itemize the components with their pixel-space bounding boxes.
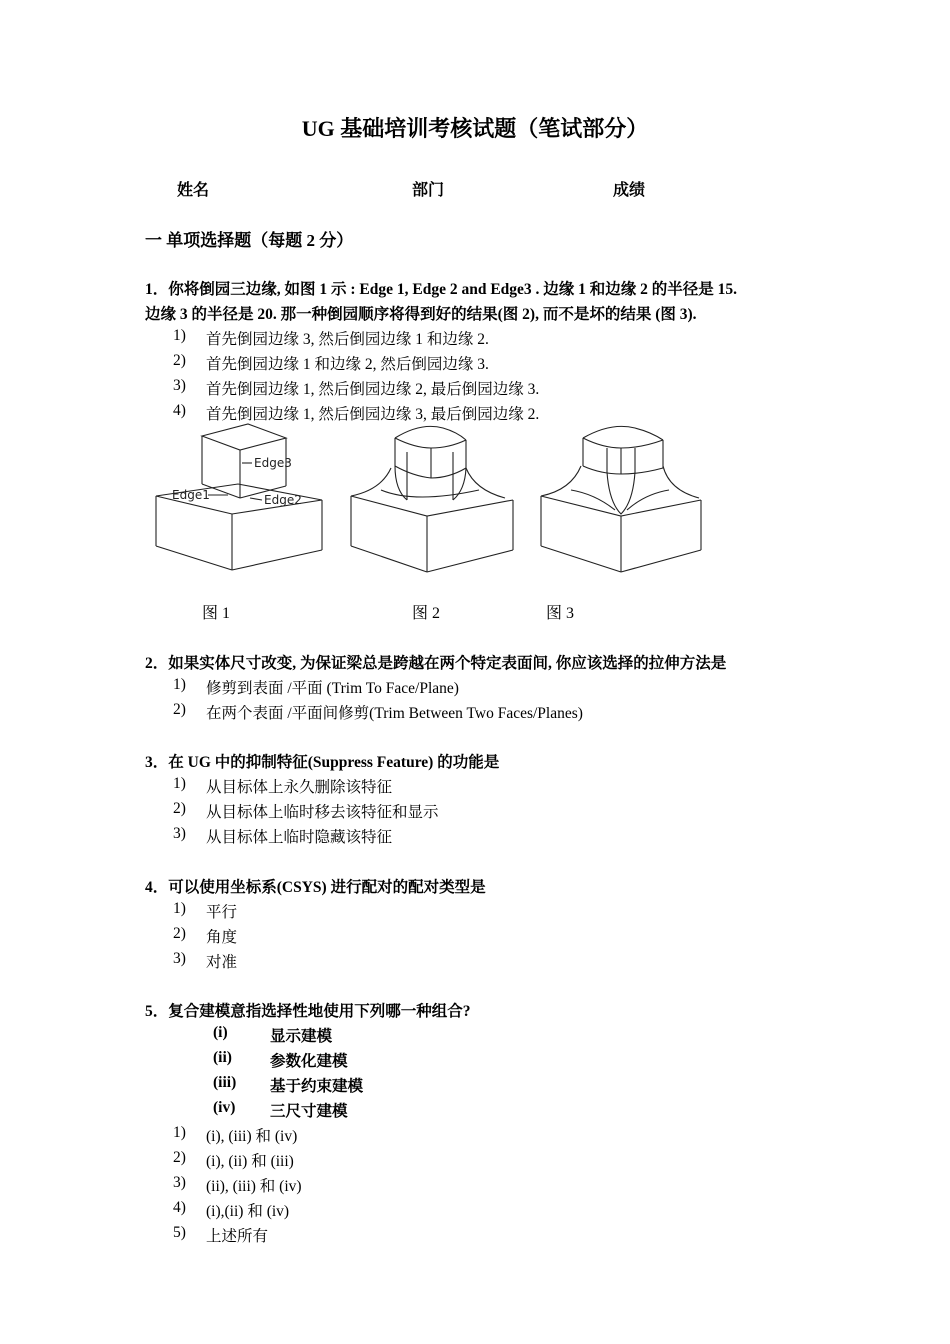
name-label: 姓名 — [177, 182, 210, 199]
edge2-label: Edge2 — [264, 493, 302, 507]
question-5-title: 5．复合建模意指选择性地使用下列哪一种组合? — [145, 1003, 471, 1020]
question-4-title: 4．可以使用坐标系(CSYS) 进行配对的配对类型是 — [145, 879, 486, 896]
figure-2-drawing — [345, 418, 520, 578]
figure-1-caption: 图 1 — [202, 605, 231, 622]
edge3-label: Edge3 — [254, 456, 292, 470]
question-1-line-1: 1．你将倒园三边缘, 如图 1 示 : Edge 1, Edge 2 and Edge3 . 边缘 1 和边缘 2 的半径是 15. — [145, 281, 738, 298]
figure-3-drawing — [535, 418, 710, 578]
score-label: 成绩 — [613, 182, 646, 199]
department-label: 部门 — [412, 182, 445, 199]
edge1-label: Edge1 — [172, 488, 210, 502]
section-title: 一 单项选择题（每题 2 分） — [145, 231, 354, 250]
page-title: UG 基础培训考核试题（笔试部分） — [301, 116, 649, 141]
figure-1-drawing — [150, 418, 330, 578]
figure-3-caption: 图 3 — [546, 605, 575, 622]
question-2-title: 2．如果实体尺寸改变, 为保证梁总是跨越在两个特定表面间, 你应该选择的拉伸方法是 — [145, 655, 727, 672]
question-1-line-2: 边缘 3 的半径是 20. 那一种倒园顺序将得到好的结果(图 2), 而不是坏的结果 (图 3). — [145, 306, 697, 323]
figure-2-caption: 图 2 — [412, 605, 441, 622]
question-3-title: 3．在 UG 中的抑制特征(Suppress Feature) 的功能是 — [145, 754, 500, 771]
